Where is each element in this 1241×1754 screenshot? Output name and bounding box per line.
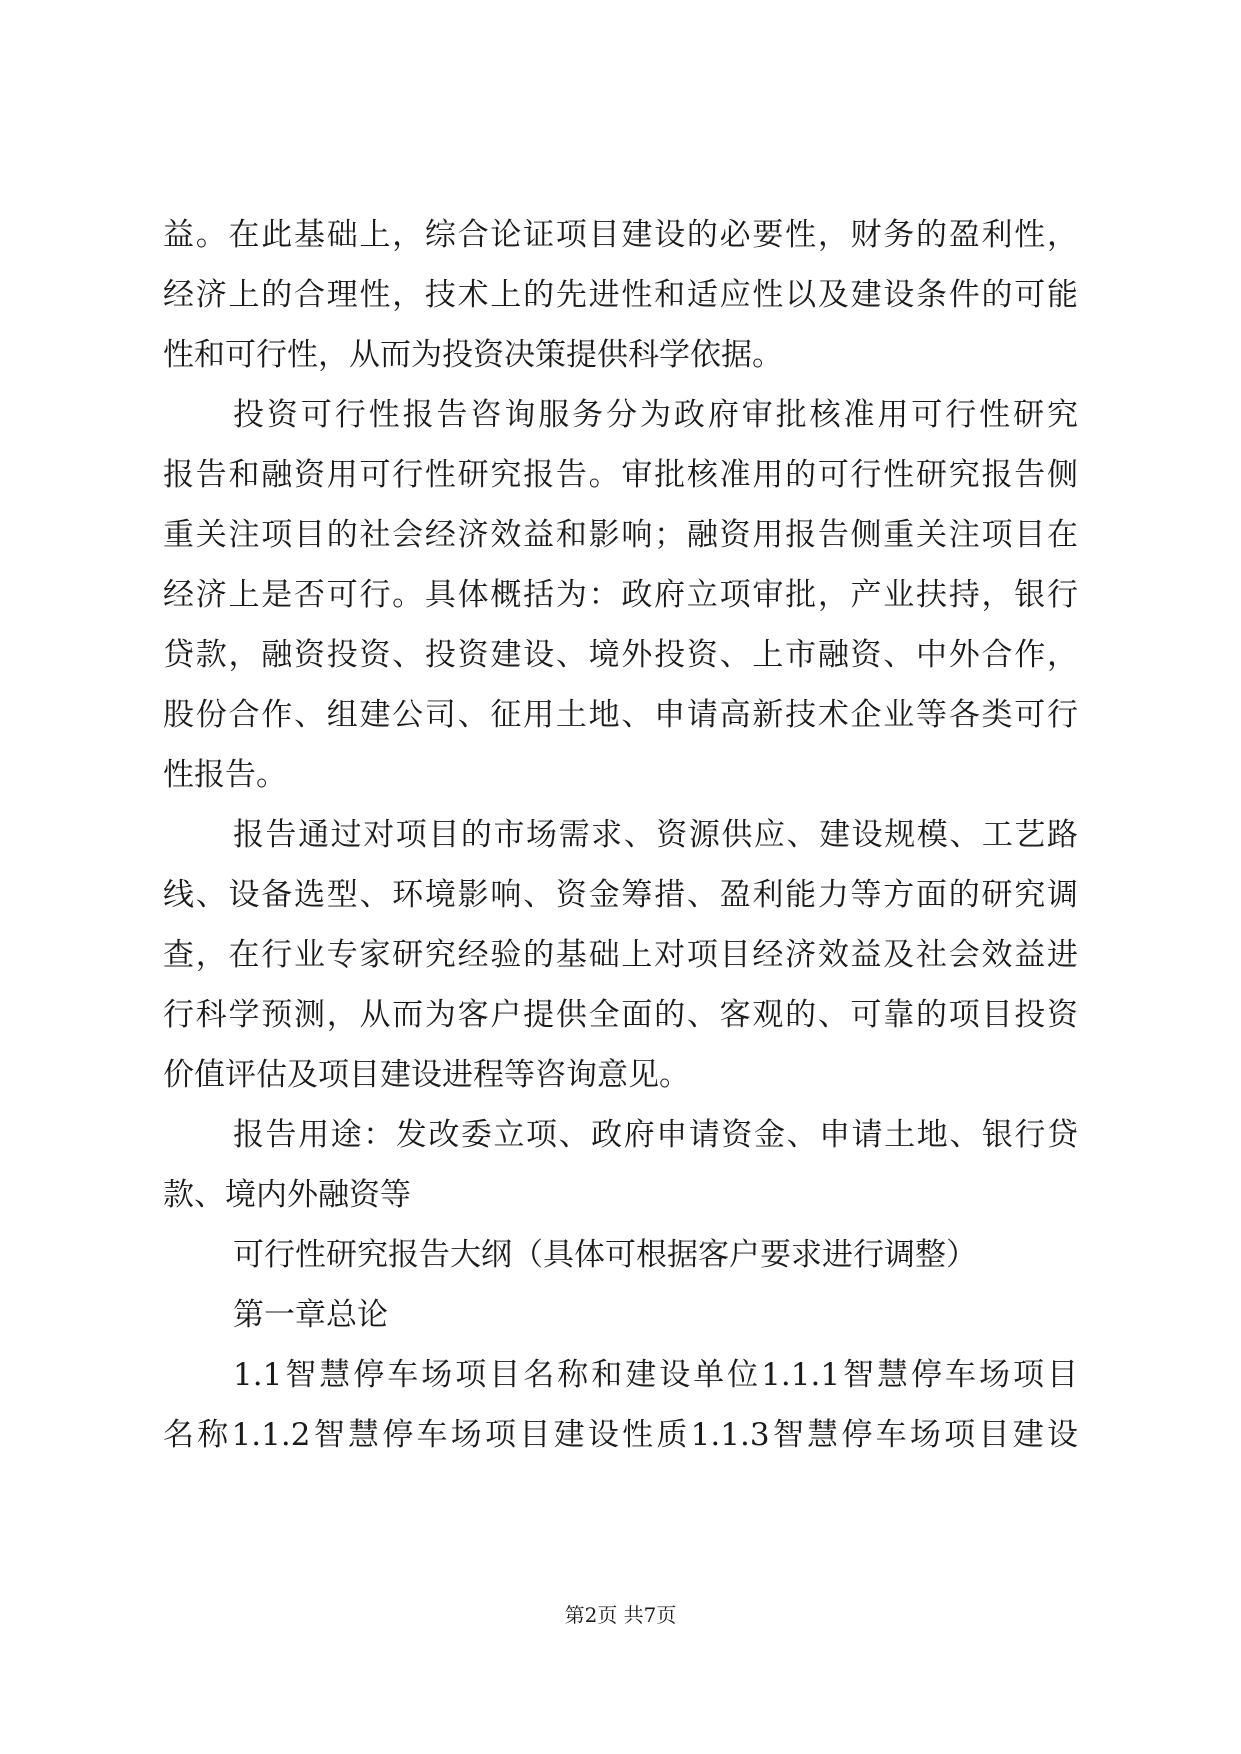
document-body [163, 205, 1078, 1465]
text-line: 股份合作、组建公司、征用土地、申请高新技术企业等各类可行 [163, 697, 1078, 733]
text-line: 名称1.1.2智慧停车场项目建设性质1.1.3智慧停车场项目建设 [163, 1417, 1078, 1453]
text-line: 性报告。 [163, 757, 287, 793]
text-line: 经济上是否可行。具体概括为：政府立项审批，产业扶持，银行 [163, 577, 1078, 613]
chapter-heading: 第一章总论 [233, 1297, 388, 1333]
text-line: 价值评估及项目建设进程等咨询意见。 [163, 1057, 690, 1093]
text-line: 贷款，融资投资、投资建设、境外投资、上市融资、中外合作， [163, 637, 1078, 673]
text-line: 益。在此基础上，综合论证项目建设的必要性，财务的盈利性， [163, 217, 1078, 253]
paragraph-first-line: 1.1智慧停车场项目名称和建设单位1.1.1智慧停车场项目 [233, 1357, 1078, 1393]
text-line: 报告和融资用可行性研究报告。审批核准用的可行性研究报告侧 [163, 457, 1078, 493]
paragraph-first-line: 投资可行性报告咨询服务分为政府审批核准用可行性研究 [233, 397, 1078, 433]
paragraph-first-line: 报告通过对项目的市场需求、资源供应、建设规模、工艺路 [233, 817, 1078, 853]
text-line: 性和可行性，从而为投资决策提供科学依据。 [163, 337, 783, 373]
outline-title: 可行性研究报告大纲（具体可根据客户要求进行调整） [233, 1237, 977, 1273]
text-line: 经济上的合理性，技术上的先进性和适应性以及建设条件的可能 [163, 277, 1078, 313]
text-line: 线、设备选型、环境影响、资金筹措、盈利能力等方面的研究调 [163, 877, 1078, 913]
page-number-footer: 第2页 共7页 [564, 1603, 677, 1627]
text-line: 行科学预测，从而为客户提供全面的、客观的、可靠的项目投资 [163, 997, 1078, 1033]
paragraph-first-line: 报告用途：发改委立项、政府申请资金、申请土地、银行贷 [233, 1117, 1078, 1153]
text-line: 款、境内外融资等 [163, 1177, 411, 1213]
text-line: 查，在行业专家研究经验的基础上对项目经济效益及社会效益进 [163, 937, 1078, 973]
text-line: 重关注项目的社会经济效益和影响；融资用报告侧重关注项目在 [163, 517, 1078, 553]
